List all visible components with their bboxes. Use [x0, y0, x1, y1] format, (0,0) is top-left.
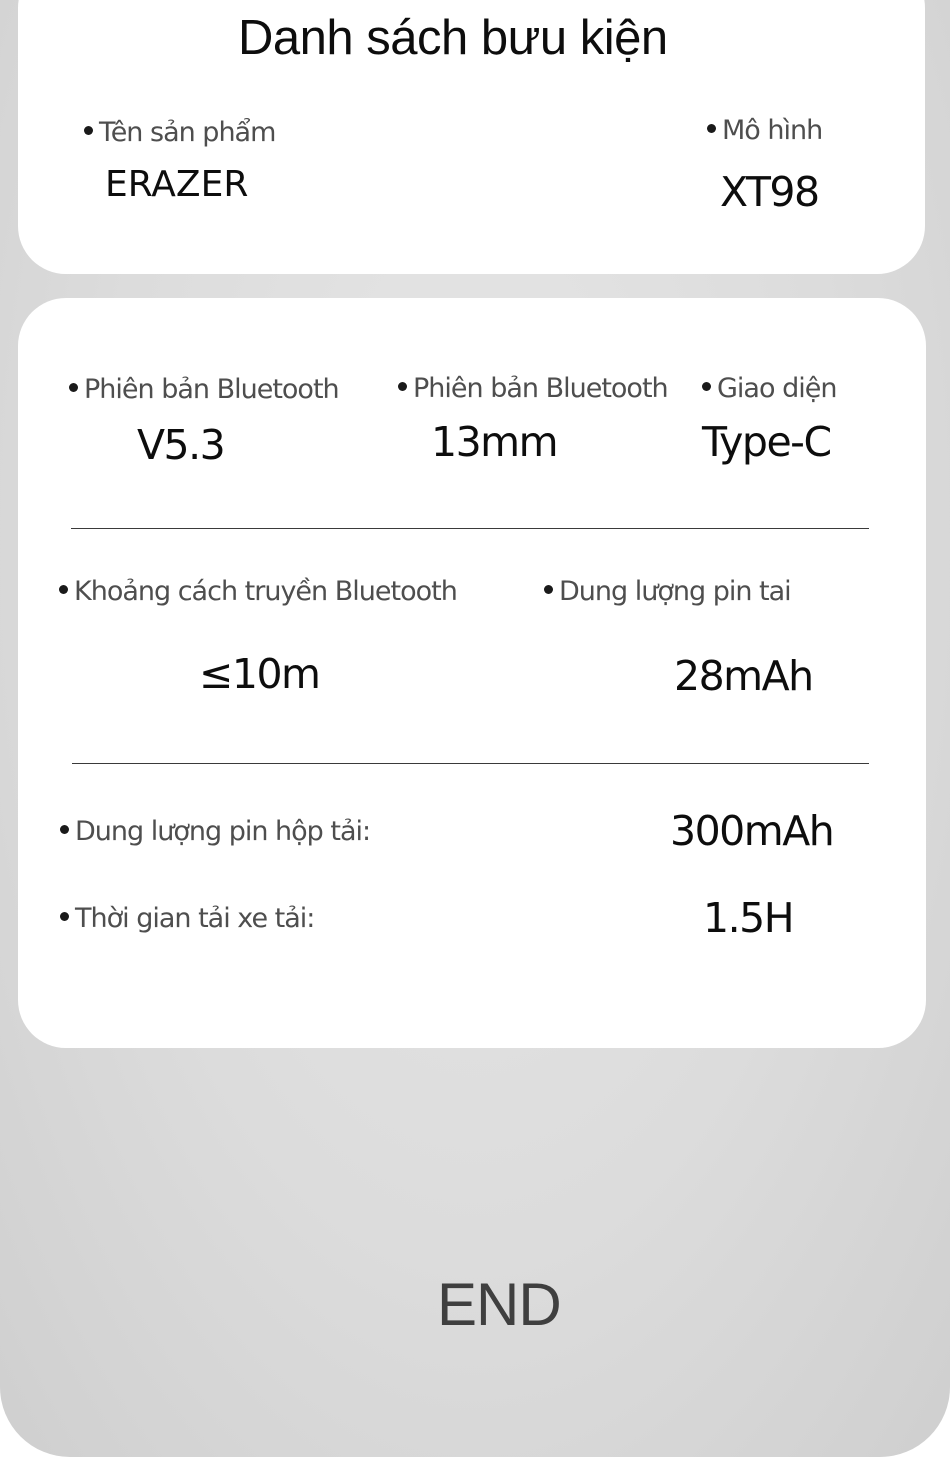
model-value: XT98	[720, 168, 819, 216]
product-name-label: Tên sản phẩm	[84, 117, 275, 148]
bullet-icon	[59, 585, 68, 594]
product-name-value: ERAZER	[105, 164, 249, 205]
range-label: Khoảng cách truyền Bluetooth	[59, 576, 457, 607]
charge-time-label: Thời gian tải xe tải:	[60, 903, 314, 934]
driver-label: Phiên bản Bluetooth	[398, 373, 668, 404]
interface-value: Type-C	[702, 418, 831, 466]
divider	[72, 763, 869, 764]
bluetooth-version-label: Phiên bản Bluetooth	[69, 374, 339, 405]
model-label: Mô hình	[707, 115, 822, 146]
interface-label: Giao diện	[702, 373, 836, 404]
case-battery-label: Dung lượng pin hộp tải:	[60, 816, 370, 847]
end-label: END	[437, 1271, 561, 1338]
bullet-icon	[702, 382, 711, 391]
earbud-battery-label: Dung lượng pin tai	[544, 576, 791, 607]
bullet-icon	[398, 382, 407, 391]
divider	[71, 528, 869, 529]
driver-value: 13mm	[431, 418, 558, 466]
charge-time-value: 1.5H	[703, 894, 794, 942]
bullet-icon	[60, 912, 69, 921]
bluetooth-version-value: V5.3	[137, 421, 225, 469]
earbud-battery-value: 28mAh	[674, 652, 813, 700]
case-battery-value: 300mAh	[670, 807, 834, 855]
bullet-icon	[84, 126, 93, 135]
page-title: Danh sách bưu kiện	[238, 11, 668, 65]
range-value: ≤10m	[199, 650, 320, 698]
bullet-icon	[707, 124, 716, 133]
bullet-icon	[544, 585, 553, 594]
bullet-icon	[69, 383, 78, 392]
bullet-icon	[60, 825, 69, 834]
